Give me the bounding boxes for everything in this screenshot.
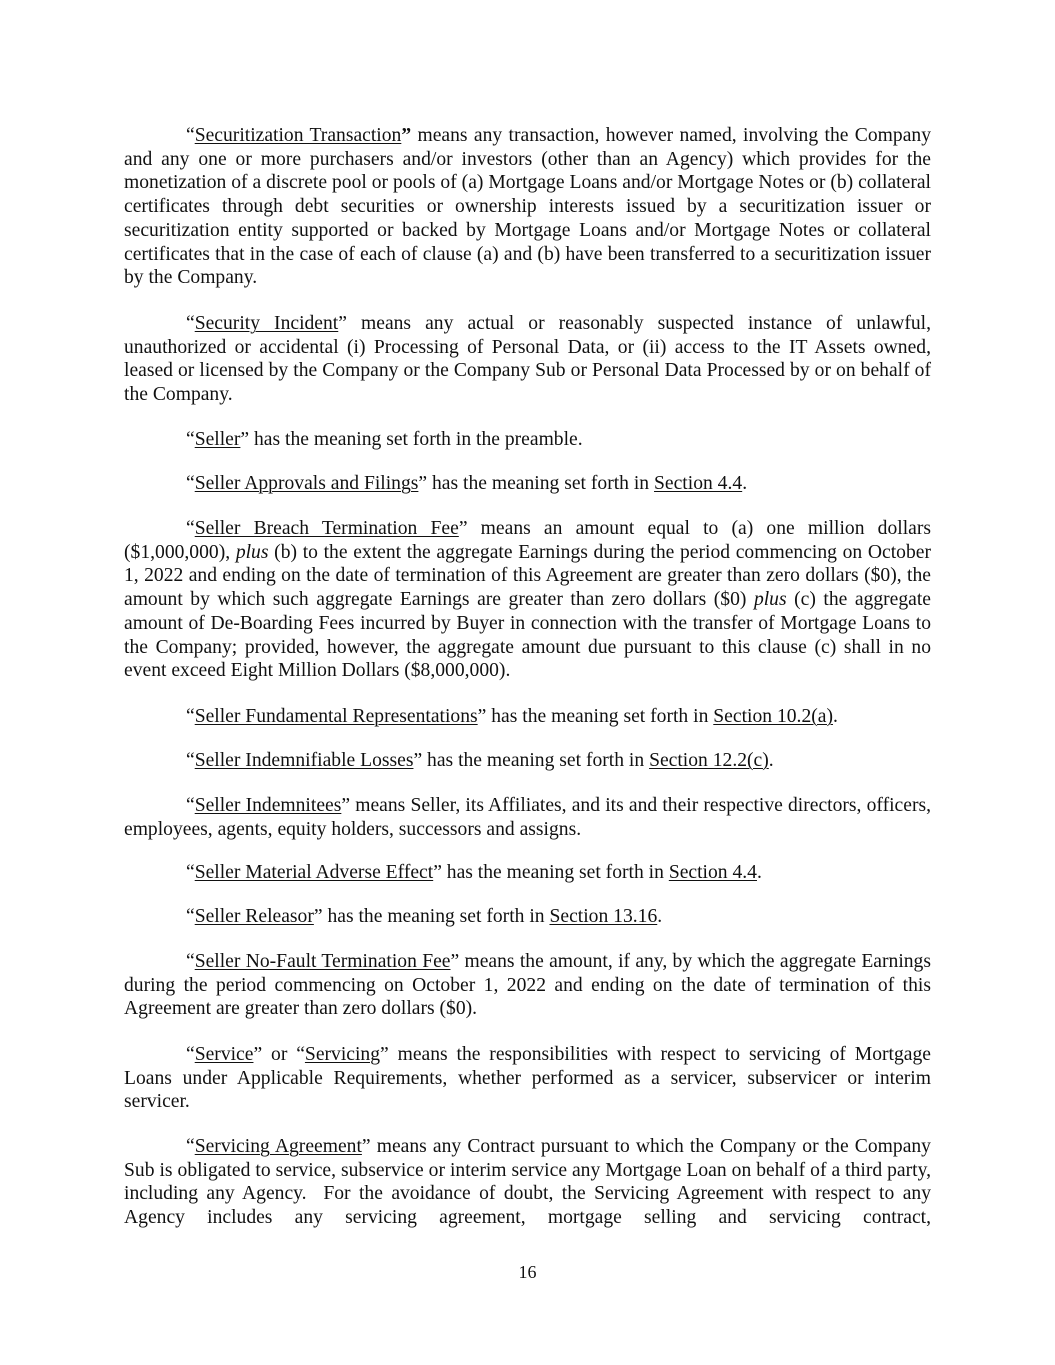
definition-text: means any Contract pursuant to which the Company or the Company Sub is obligated to service, subservice or interim service any Mortgage Loan on behalf of a third party, including any Agency. For the avoidance of doubt, the Servicing Agreement with respect to any Agency includes any servicing agreement, mortgage selling and servicing contract, <box>124 1136 936 1229</box>
definition-seller-fundamental-representations <box>124 705 931 729</box>
definition-seller-approvals-and-filings <box>124 472 931 496</box>
definition-text: has the meaning set forth in <box>322 906 550 927</box>
definition-text: has the meaning set forth in <box>427 473 655 494</box>
definition-seller-releasor <box>124 905 931 929</box>
definition-text: means any actual or reasonably suspected instance of unlawful, unauthorized or accidental (i) Processing of Personal Data, or (ii) access to the IT Assets owned, leased or licensed by the Company or the Company Sub or Personal Data Processed by or on behalf of the Company. <box>124 313 931 406</box>
open-quote: “ <box>186 518 195 539</box>
defined-term: Securitization Transaction <box>194 125 402 146</box>
open-quote: “ <box>186 906 195 927</box>
close-quote: ” <box>361 1136 371 1157</box>
close-quote: ” <box>341 795 351 816</box>
close-quote: ” <box>253 1044 263 1065</box>
italic-plus: plus <box>235 541 269 563</box>
definition-securitization-transaction <box>124 124 931 290</box>
definition-text: means an amount equal to (a) one million dollars ($1,000,000), <box>124 518 931 563</box>
period: . <box>742 473 748 494</box>
definition-text: (b) to the extent the aggregate Earnings during the period commencing on October 1, 2022 and ending on the date of termination of this Agreement are greater than zero dollars ($0), the amount by which such aggregate Earnings are greater than zero dollars ($0) <box>124 541 931 611</box>
definition-text: has the meaning set forth in <box>486 706 714 727</box>
close-quote: ” <box>313 906 323 927</box>
close-quote: ” <box>338 313 347 334</box>
definition-seller-indemnifiable-losses <box>124 749 931 773</box>
period: . <box>768 750 774 771</box>
definition-text: (c) the aggregate amount of De-Boarding Fees incurred by Buyer in connection with the transfer of Mortgage Loans to the Company; provided, however, the aggregate amount due pursuant to this clause (c) shall in no event exceed Eight Million Dollars ($8,000,000). <box>124 589 931 682</box>
defined-term: Service <box>194 1044 254 1065</box>
open-quote: “ <box>186 795 195 816</box>
close-quote: ” <box>458 518 468 539</box>
section-reference: Section 4.4 <box>668 862 757 883</box>
definition-servicing-agreement <box>124 1135 936 1230</box>
open-quote: “ <box>186 750 195 771</box>
defined-term: Seller Material Adverse Effect <box>194 862 434 883</box>
close-quote: ” <box>433 862 442 883</box>
section-reference: Section 12.2(c) <box>649 750 769 771</box>
defined-term: Seller Approvals and Filings <box>194 473 419 494</box>
definition-text: has the meaning set forth in the preamble. <box>249 429 583 450</box>
definition-service-servicing <box>124 1043 931 1114</box>
defined-term: Seller Indemnitees <box>194 795 342 816</box>
defined-term: Seller Releasor <box>194 906 314 927</box>
open-quote: “ <box>186 706 195 727</box>
definition-seller <box>124 428 931 452</box>
definition-security-incident <box>124 312 931 407</box>
open-quote: “ <box>186 429 195 450</box>
period: . <box>833 706 838 727</box>
definition-seller-indemnitees <box>124 794 931 841</box>
close-quote: ” <box>413 750 423 771</box>
definition-seller-material-adverse-effect <box>124 861 931 885</box>
page-number: 16 <box>518 1262 537 1282</box>
close-quote: ” <box>380 1044 389 1065</box>
close-quote: ” <box>401 125 412 146</box>
open-quote: “ <box>186 473 195 494</box>
definition-text: has the meaning set forth in <box>441 862 669 883</box>
defined-term: Servicing Agreement <box>194 1136 362 1157</box>
definition-text: means any transaction, however named, involving the Company and any one or more purchasers and/or investors (other than an Agency) which provides for the monetization of a discrete pool or pools of (a) Mortgage Loans and/or Mortgage Notes or (b) collateral certificates through debt securities or ownership interests issued by a securitization issuer or securitization entity supported or backed by Mortgage Loans and/or Mortgage Notes or collateral certificates that in the case of each of clause (a) and (b) have been transferred to a securitization issuer by the Company. <box>124 125 931 289</box>
italic-plus: plus <box>753 589 787 611</box>
defined-term: Seller <box>194 429 241 450</box>
period: . <box>657 906 663 927</box>
defined-term: Security Incident <box>194 313 339 334</box>
open-quote: “ <box>186 125 195 146</box>
open-quote: “ <box>186 1044 195 1065</box>
definition-text: has the meaning set forth in <box>422 750 650 771</box>
close-quote: ” <box>450 951 460 972</box>
definition-text: means Seller, its Affiliates, and its and their respective directors, officers, employees, agents, equity holders, successors and assigns. <box>124 795 931 840</box>
section-reference: Section 13.16 <box>549 906 658 927</box>
defined-term: Seller Indemnifiable Losses <box>194 750 414 771</box>
close-quote: ” <box>240 429 250 450</box>
close-quote: ” <box>477 706 487 727</box>
period: . <box>756 862 762 883</box>
definition-text: means the amount, if any, by which the aggregate Earnings during the period commencing on October 1, 2022 and ending on the date of termination of this Agreement are greater than zero dollars ($0). <box>124 951 931 1020</box>
defined-term: Seller Fundamental Representations <box>194 706 478 727</box>
defined-term: Servicing <box>304 1044 381 1065</box>
open-quote: “ <box>186 313 195 334</box>
definition-seller-breach-termination-fee <box>124 517 931 683</box>
definition-text: means the responsibilities with respect to servicing of Mortgage Loans under Applicable Requirements, whether performed as a servicer, subservicer or interim servicer. <box>124 1044 931 1113</box>
connector-text: or <box>262 1044 297 1065</box>
section-reference: Section 10.2(a) <box>713 706 833 727</box>
close-quote: ” <box>418 473 428 494</box>
open-quote: “ <box>186 862 195 883</box>
definition-seller-no-fault-termination-fee <box>124 950 931 1021</box>
defined-term: Seller No-Fault Termination Fee <box>194 951 451 972</box>
section-reference: Section 4.4 <box>654 473 743 494</box>
open-quote: “ <box>186 1136 195 1157</box>
open-quote: “ <box>186 951 195 972</box>
defined-term: Seller Breach Termination Fee <box>194 518 459 539</box>
open-quote: “ <box>296 1044 305 1065</box>
